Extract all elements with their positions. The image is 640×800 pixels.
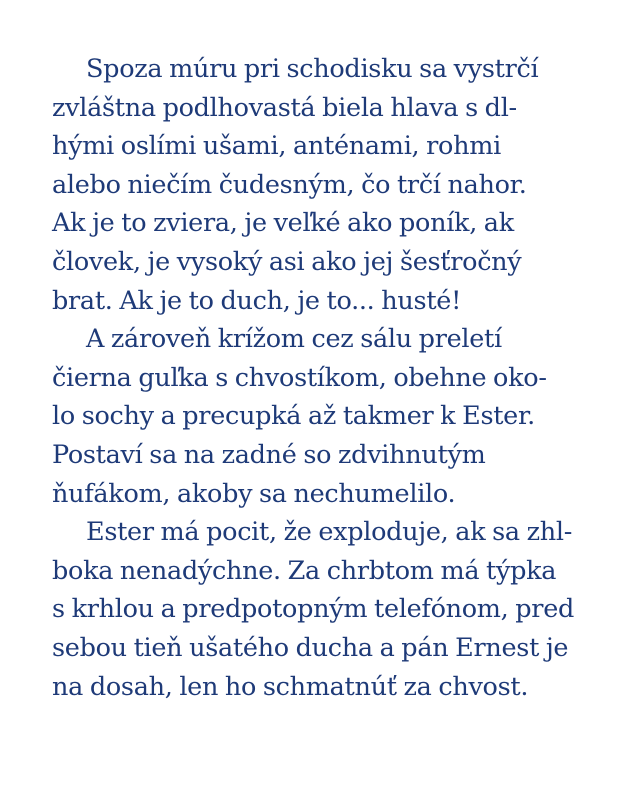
text-line: alebo niečím čudesným, čo trčí nahor. [52, 169, 527, 200]
text-line: človek, je vysoký asi ako jej šesťročný [52, 246, 522, 277]
text-line: na dosah, len ho schmatnúť za chvost. [52, 671, 529, 702]
text-line: lo sochy a precupká až takmer k Ester. [52, 401, 535, 432]
body-text [52, 50, 612, 706]
text-line: Ak je to zviera, je veľké ako poník, ak [52, 208, 514, 239]
text-line: zvláštna podlhovastá biela hlava s dl- [52, 92, 517, 123]
text-line: brat. Ak je to duch, je to... husté! [52, 285, 462, 316]
text-line: čierna guľka s chvostíkom, obehne oko- [52, 362, 547, 393]
text-line: Postaví sa na zadné so zdvihnutým [52, 439, 486, 470]
text-line: hými oslími ušami, anténami, rohmi [52, 131, 501, 162]
text-line: Ester má pocit, že exploduje, ak sa zhl- [86, 517, 573, 548]
text-line: ňufákom, akoby sa nechumelilo. [52, 478, 456, 509]
text-line: A zároveň krížom cez sálu preletí [86, 324, 502, 355]
text-line: Spoza múru pri schodisku sa vystrčí [86, 54, 539, 84]
text-line: s krhlou a predpotopným telefónom, pred [52, 594, 575, 625]
text-line: boka nenadýchne. Za chrbtom má týpka [52, 555, 557, 586]
text-line: sebou tieň ušatého ducha a pán Ernest je [52, 632, 569, 663]
